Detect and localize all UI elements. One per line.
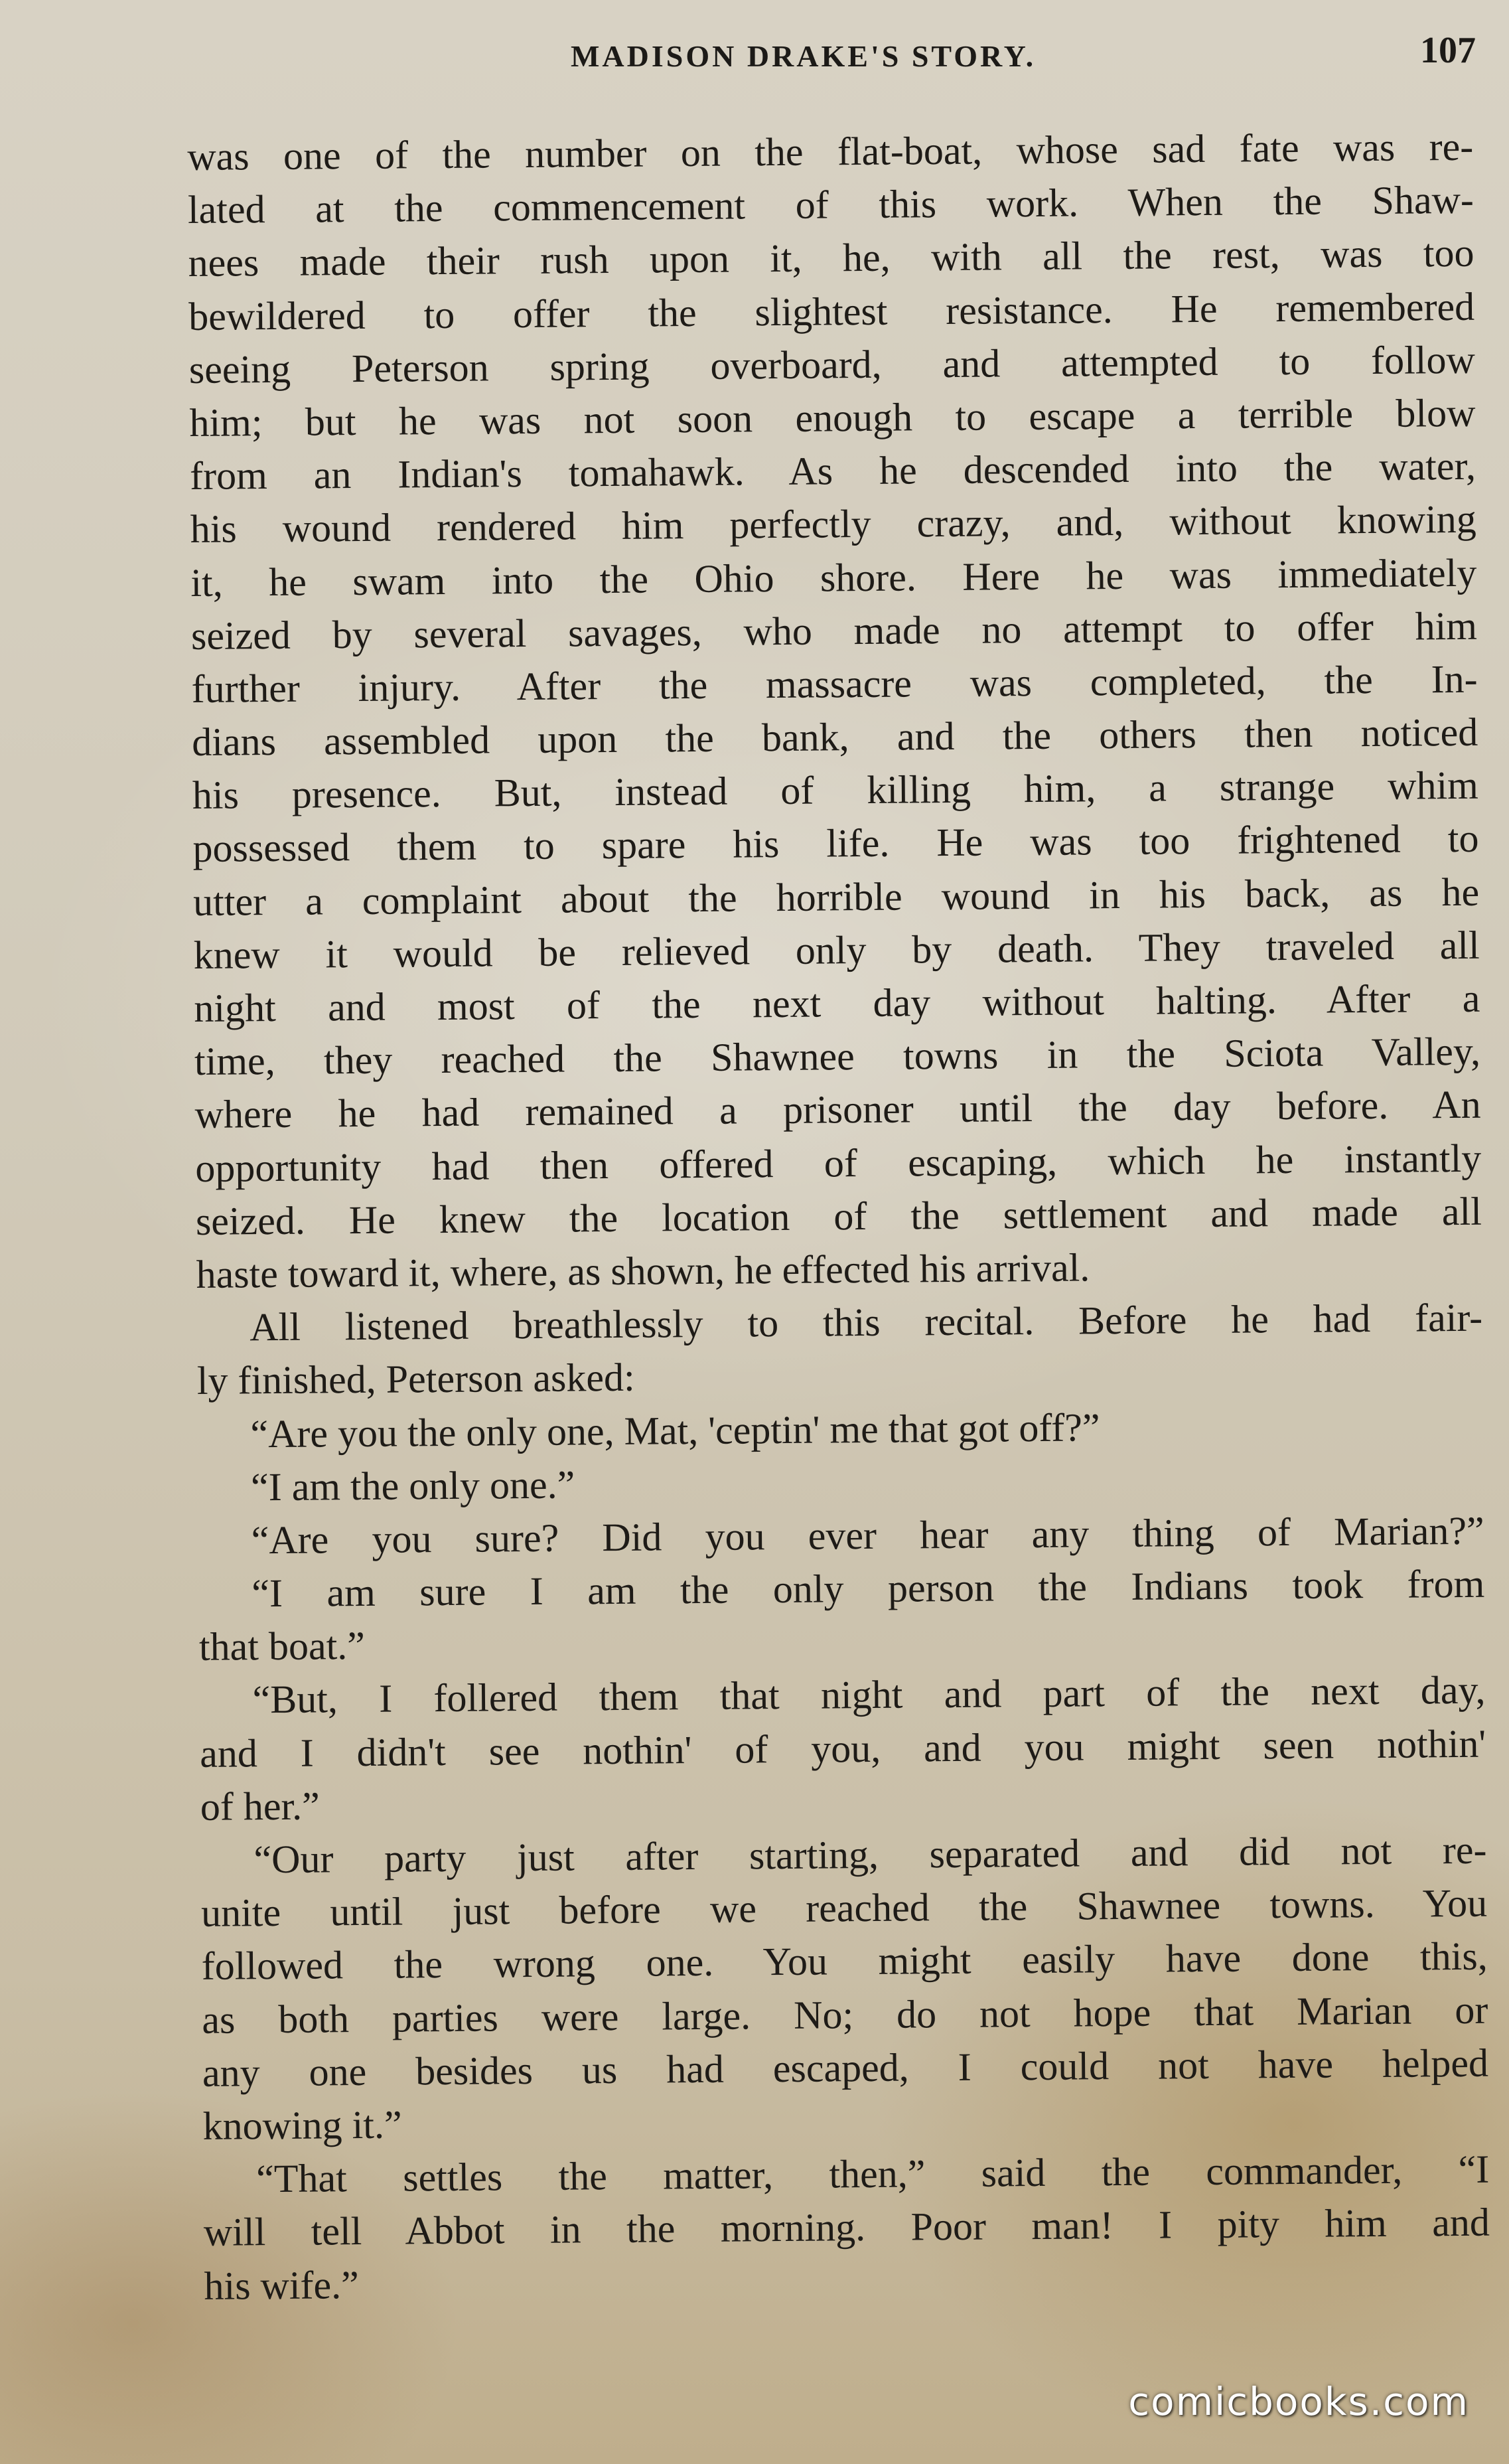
text-line: “But, I follered them that night and part of the next day,: [252, 1668, 1486, 1722]
text-line: seized. He knew the location of the settlement and made all: [195, 1189, 1482, 1243]
page-header: [0, 27, 1509, 86]
text-line: nees made their rush upon it, he, with all the rest, was too: [188, 231, 1474, 285]
text-line: knowing it.”: [202, 2102, 402, 2148]
text-line: All listened breathlessly to this recital. Before he had fair-: [249, 1295, 1483, 1349]
text-line: possessed them to spare his life. He was too frightened to: [192, 816, 1479, 871]
text-line: him; but he was not soon enough to escape a terrible blow: [189, 390, 1476, 445]
text-line: that boat.”: [198, 1624, 366, 1669]
text-line: seeing Peterson spring overboard, and attempted to follow: [188, 337, 1476, 392]
text-line: dians assembled upon the bank, and the others then noticed: [191, 710, 1478, 765]
text-line: further injury. After the massacre was completed, the In-: [191, 656, 1478, 711]
text-line: time, they reached the Shawnee towns in the Sciota Valley,: [194, 1029, 1481, 1084]
text-line: “Are you the only one, Mat, 'ceptin' me that got off?”: [250, 1405, 1100, 1456]
text-line: haste toward it, where, as shown, he effected his arrival.: [196, 1245, 1090, 1296]
text-line: opportunity had then offered of escaping, which he instantly: [195, 1136, 1482, 1190]
text-line: as both parties were large. No; do not hope that Marian or: [202, 1987, 1488, 2042]
text-line: followed the wrong one. You might easily have done this,: [201, 1934, 1488, 1989]
text-line: unite until just before we reached the Shawnee towns. You: [200, 1881, 1488, 1936]
text-line: ly finished, Peterson asked:: [196, 1355, 635, 1403]
page-number: 107: [1420, 30, 1476, 71]
text-line: his wife.”: [204, 2262, 360, 2308]
text-line: night and most of the next day without halting. After a: [194, 976, 1480, 1030]
text-line: “That settles the matter, then,” said the commander, “I: [255, 2147, 1490, 2201]
text-line: and I didn't see nothin' of you, and you might seen nothin': [199, 1721, 1486, 1776]
text-line: his wound rendered him perfectly crazy, and, without knowing: [190, 497, 1476, 552]
text-line: “I am the only one.”: [250, 1462, 575, 1509]
text-line: “I am sure I am the only person the Indians took from: [252, 1561, 1485, 1616]
text-line: “Our party just after starting, separated and did not re-: [253, 1827, 1487, 1882]
body-text: [187, 120, 1490, 2313]
text-line: knew it would be relieved only by death. They traveled all: [193, 923, 1480, 977]
text-line: where he had remained a prisoner until the day before. An: [194, 1083, 1481, 1137]
site-watermark: comicbooks.com: [1128, 2379, 1469, 2424]
text-line: lated at the commencement of this work. When the Shaw-: [187, 177, 1474, 232]
text-line: his presence. But, instead of killing him, a strange whim: [192, 763, 1479, 818]
text-line: was one of the number on the flat-boat, whose sad fate was re-: [187, 124, 1474, 179]
text-line: utter a complaint about the horrible wound in his back, as he: [192, 870, 1480, 924]
text-line: it, he swam into the Ohio shore. Here he was immediately: [190, 550, 1477, 605]
text-line: any one besides us had escaped, I could not have helped: [202, 2041, 1489, 2095]
text-line: seized by several savages, who made no attempt to offer him: [190, 603, 1478, 658]
text-line: of her.”: [200, 1784, 321, 1829]
running-head: MADISON DRAKE'S STORY.: [571, 39, 1037, 73]
text-line: from an Indian's tomahawk. As he descended into the water,: [189, 443, 1476, 499]
text-line: will tell Abbot in the morning. Poor man! I pity him and: [203, 2200, 1490, 2255]
watermark-area: [1128, 2379, 1469, 2432]
text-line: “Are you sure? Did you ever hear any thing of Marian?”: [251, 1508, 1484, 1563]
text-line: bewildered to offer the slightest resistance. He remembered: [188, 284, 1475, 339]
